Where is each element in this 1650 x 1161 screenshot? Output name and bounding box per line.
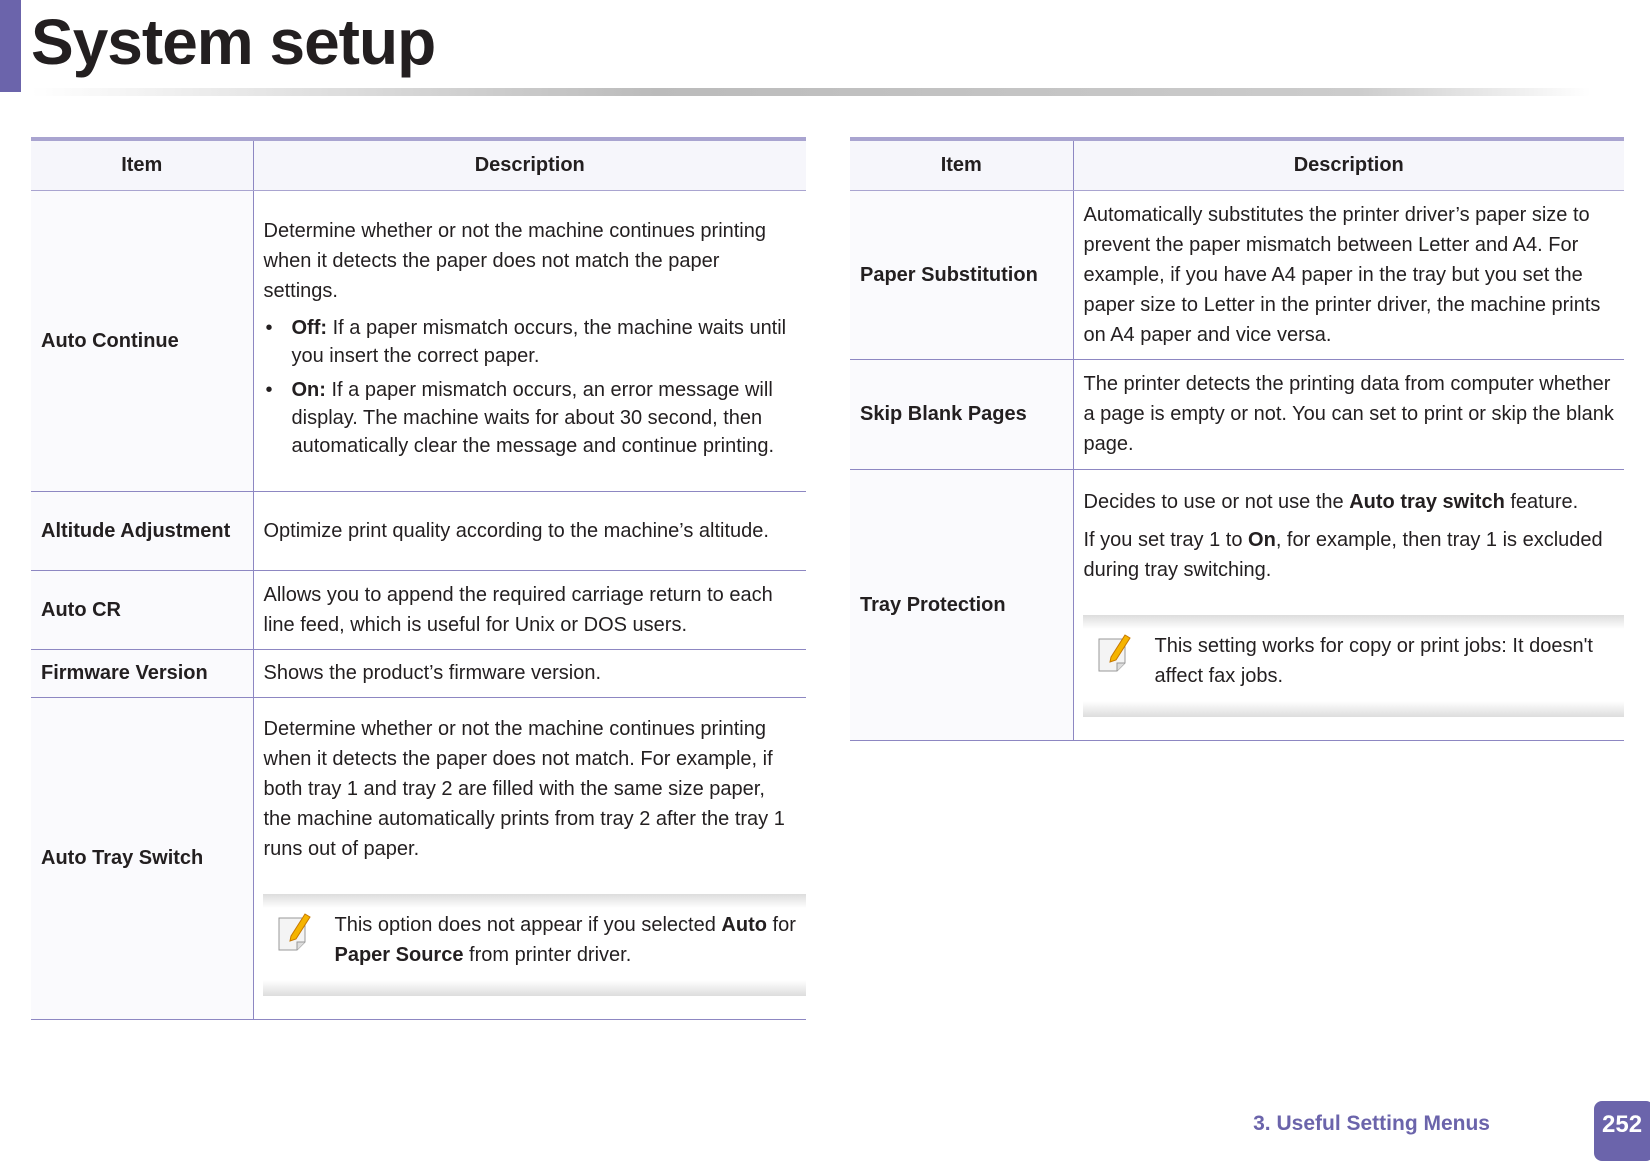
note-box: [1083, 615, 1625, 717]
text: feature.: [1504, 490, 1579, 513]
page-number: 252: [1594, 1101, 1650, 1161]
table-row: [850, 469, 1624, 740]
desc-skip-blank: The printer detects the printing data from computer whether a page is empty or not. You can set to print or skip the blank page.: [1073, 359, 1624, 469]
table-row: [850, 190, 1624, 359]
bold-text: On: [1248, 528, 1276, 551]
table-row: [31, 697, 806, 1019]
header-item: Item: [31, 139, 253, 190]
note-text: This setting works for copy or print jobs: It doesn't affect fax jobs.: [1154, 634, 1593, 687]
desc-altitude: Optimize print quality according to the machine’s altitude.: [253, 491, 806, 570]
header-description: Description: [253, 139, 806, 190]
table-row: [850, 359, 1624, 469]
desc-auto-continue: [253, 190, 806, 491]
note-bold: Paper Source: [334, 944, 464, 966]
settings-table-right: [850, 137, 1624, 741]
desc-firmware: Shows the product’s firmware version.: [253, 649, 806, 697]
option-text: If a paper mismatch occurs, an error message will display. The machine waits for about 30 second, then automatically clear the message and continue printing.: [291, 378, 774, 457]
table-row: [31, 570, 806, 649]
title-divider: [31, 88, 1591, 96]
table-header: [31, 139, 806, 190]
option-on: [264, 376, 797, 460]
option-label: Off:: [291, 316, 328, 339]
desc-text: Determine whether or not the machine continues printing when it detects the paper does not match. For example, if both tray 1 and tray 2 are filled with the same size paper, the machine automatically prints from tray 2 after the tray 1 runs out of paper.: [263, 718, 785, 860]
table-row: [31, 190, 806, 491]
desc-paper-substitution: Automatically substitutes the printer driver’s paper size to prevent the paper mismatch between Letter and A4. For example, if you have A4 paper in the tray but you set the paper size to Letter in the printer driver, the machine prints on A4 paper and vice versa.: [1073, 190, 1624, 359]
item-auto-continue: Auto Continue: [31, 190, 253, 491]
table-header: [850, 139, 1624, 190]
item-firmware: Firmware Version: [31, 649, 253, 697]
note-bold: Auto: [721, 914, 767, 936]
item-skip-blank: Skip Blank Pages: [850, 359, 1073, 469]
note-text: for: [766, 914, 796, 936]
desc-text: [1084, 487, 1615, 517]
item-auto-tray-switch: Auto Tray Switch: [31, 697, 253, 1019]
item-paper-substitution: Paper Substitution: [850, 190, 1073, 359]
desc-tray-protection: [1073, 469, 1624, 740]
footer-chapter: 3. Useful Setting Menus: [1253, 1112, 1490, 1135]
note-pencil-icon: [277, 912, 317, 952]
text: Decides to use or not use the: [1083, 490, 1350, 513]
table-row: [31, 649, 806, 697]
header-description: Description: [1073, 139, 1624, 190]
table-row: [31, 491, 806, 570]
option-text: If a paper mismatch occurs, the machine waits until you insert the correct paper.: [291, 316, 787, 367]
text: If you set tray 1 to: [1083, 528, 1249, 551]
desc-text: [1084, 525, 1615, 585]
title-accent-bar: [0, 0, 21, 92]
item-tray-protection: Tray Protection: [850, 469, 1073, 740]
settings-table-left: [31, 137, 806, 1020]
item-auto-cr: Auto CR: [31, 570, 253, 649]
note-text: This option does not appear if you selected: [334, 914, 722, 936]
bold-text: Auto tray switch: [1349, 490, 1505, 513]
note-pencil-icon: [1097, 633, 1137, 673]
text: , for example, then tray 1 is excluded during tray switching.: [1083, 528, 1603, 581]
item-altitude: Altitude Adjustment: [31, 491, 253, 570]
desc-text: Determine whether or not the machine continues printing when it detects the paper does not match the paper settings.: [263, 219, 766, 302]
desc-auto-tray-switch: [253, 697, 806, 1019]
header-item: Item: [850, 139, 1073, 190]
option-label: On:: [291, 378, 326, 401]
page-title: System setup: [31, 6, 436, 78]
option-off: [264, 314, 797, 370]
desc-auto-cr: Allows you to append the required carriage return to each line feed, which is useful for Unix or DOS users.: [253, 570, 806, 649]
note-text: from printer driver.: [463, 944, 632, 966]
note-box: [263, 894, 807, 996]
